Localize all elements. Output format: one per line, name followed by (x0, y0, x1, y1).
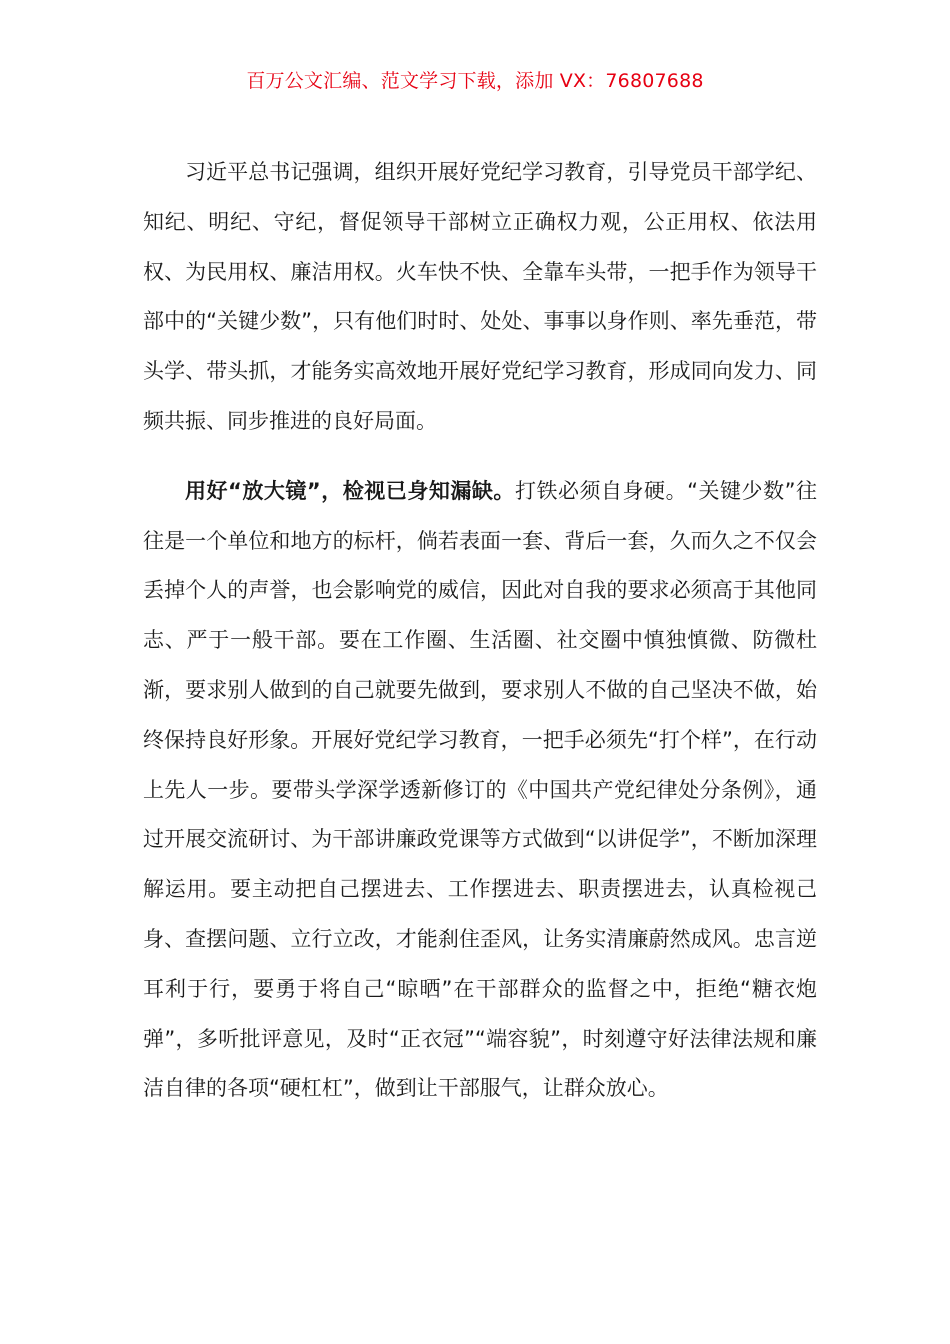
paragraph-body-text: 打铁必须自身硬。“关键少数”往往是一个单位和地方的标杆，倘若表面一套、背后一套，久而久之不仅会丢掉个人的声誉，也会影响党的威信，因此对自我的要求必须高于其他同志、严于一般干部。要在工作圈、生活圈、社交圈中慎独慎微、防微杜渐，要求别人做到的自己就要先做到，要求别人不做的自己坚决不做，始终保持良好形象。开展好党纪学习教育，一把手必须先“打个样”，在行动上先人一步。要带头学深学透新修订的《中国共产党纪律处分条例》，通过开展交流研讨、为干部讲廉政党课等方式做到“以讲促学”，不断加深理解运用。要主动把自己摆进去、工作摆进去、职责摆进去，认真检视己身、查摆问题、立行立改，才能刹住歪风，让务实清廉蔚然成风。忠言逆耳利于行，要勇于将自己“晾晒”在干部群众的监督之中，拒绝“糖衣炮弹”，多听批评意见，及时“正衣冠”“端容貌”，时刻遵守好法律法规和廉洁自律的各项“硬杠杠”，做到让干部服气，让群众放心。 (143, 478, 817, 1101)
paragraph-intro: 习近平总书记强调，组织开展好党纪学习教育，引导党员干部学纪、知纪、明纪、守纪，督促领导干部树立正确权力观，公正用权、依法用权、为民用权、廉洁用权。火车快不快、全靠车头带，一把手作为领导干部中的“关键少数”，只有他们时时、处处、事事以身作则、率先垂范，带头学、带头抓，才能务实高效地开展好党纪学习教育，形成同向发力、同频共振、同步推进的良好局面。 (143, 160, 817, 433)
article-body (143, 148, 817, 1114)
paragraph-magnifier (143, 467, 817, 1114)
header-note: 百万公文汇编、范文学习下载，添加 VX：76807688 (246, 70, 704, 92)
paragraph-lead-heading: 用好“放大镜”，检视已身知漏缺。 (185, 478, 515, 503)
